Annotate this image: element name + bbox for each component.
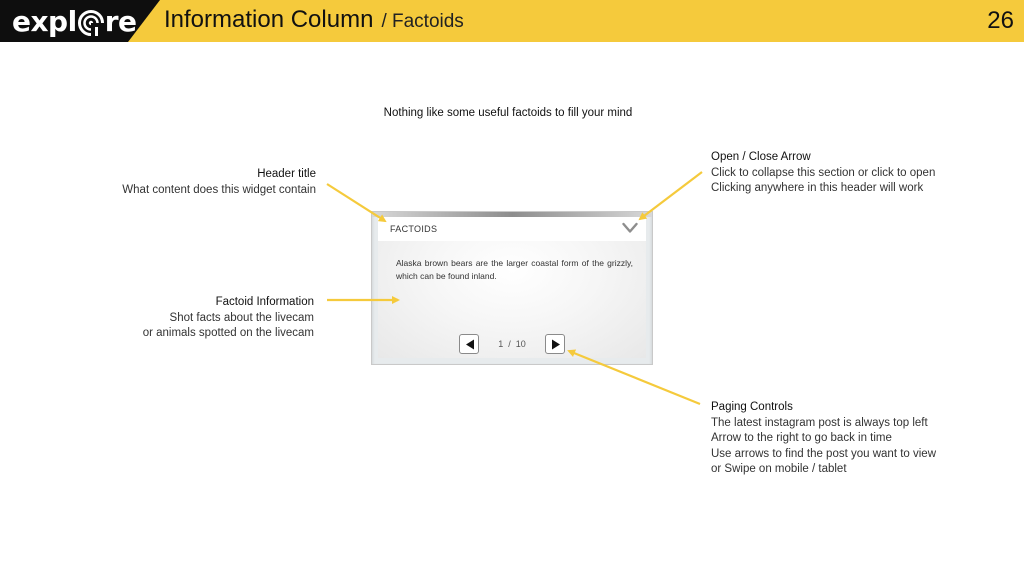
annotation-paging-controls	[711, 400, 936, 478]
annotation-factoid-information	[143, 295, 314, 342]
page-subtitle: / Factoids	[381, 11, 464, 32]
prev-page-button[interactable]	[459, 334, 479, 354]
current-page: 1	[498, 339, 504, 349]
logo-text-suffix: re	[104, 4, 137, 38]
annotation-line: Use arrows to find the post you want to view	[711, 447, 936, 460]
total-pages: 10	[515, 339, 526, 349]
explore-logo[interactable]	[12, 3, 137, 39]
page-indicator	[479, 339, 545, 349]
annotation-line: Clicking anywhere in this header will work	[711, 182, 924, 194]
annotation-title: Open / Close Arrow	[711, 151, 811, 163]
page-title: Information Column	[164, 6, 374, 33]
triangle-left-icon	[465, 339, 475, 350]
target-rings-icon	[78, 10, 104, 36]
page-heading	[164, 6, 464, 38]
annotation-line: Shot facts about the livecam	[169, 311, 314, 324]
page-separator: /	[508, 339, 511, 349]
next-page-button[interactable]	[545, 334, 565, 354]
triangle-right-icon	[551, 339, 561, 350]
annotation-open-close-arrow	[711, 150, 935, 197]
header-bar	[0, 0, 1024, 42]
factoids-widget	[371, 211, 653, 365]
widget-body	[378, 241, 646, 358]
annotation-title: Factoid Information	[215, 296, 314, 308]
annotation-title: Header title	[257, 168, 316, 180]
chevron-down-icon[interactable]	[622, 222, 638, 234]
annotation-line: or animals spotted on the livecam	[142, 327, 314, 339]
widget-header[interactable]	[378, 217, 646, 241]
intro-text: Nothing like some useful factoids to fill your mind	[383, 107, 633, 119]
annotation-line: Click to collapse this section or click to open	[711, 166, 936, 179]
factoid-text: Alaska brown bears are the larger coastal form of the grizzly, which can be found inland.	[396, 258, 633, 281]
annotation-header-title	[122, 167, 316, 198]
paging-controls	[459, 334, 569, 356]
annotation-line: The latest instagram post is always top left	[711, 416, 928, 429]
annotation-line: Arrow to the right to go back in time	[711, 432, 892, 444]
slide-number: 26	[987, 7, 1014, 34]
logo-text-prefix: expl	[12, 4, 77, 38]
annotation-line: or Swipe on mobile / tablet	[711, 463, 847, 475]
annotation-title: Paging Controls	[711, 401, 793, 413]
widget-title: FACTOIDS	[390, 224, 438, 234]
annotation-line: What content does this widget contain	[122, 183, 316, 196]
